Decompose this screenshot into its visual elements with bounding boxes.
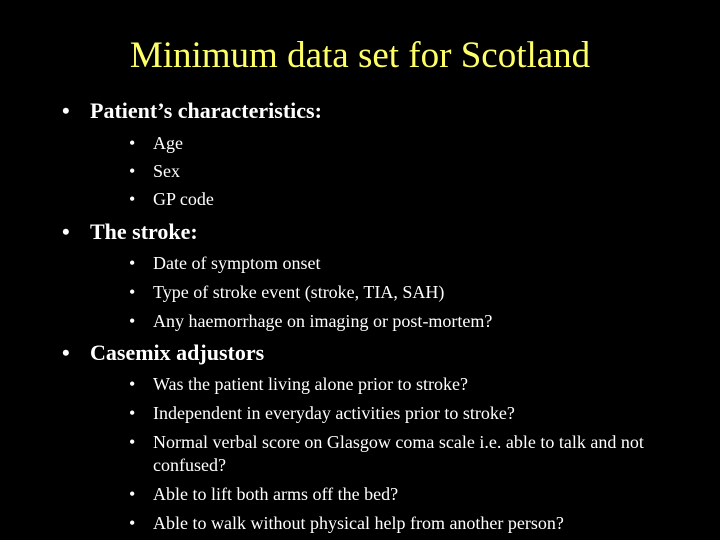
list-item-text: Independent in everyday activities prior to stroke? [153,403,515,423]
list-item-text: Type of stroke event (stroke, TIA, SAH) [153,282,445,302]
sub-bullet: • [129,282,136,302]
list-item-text: Age [153,133,183,153]
list-item-text: Normal verbal score on Glasgow coma scale i.e. able to talk and not confused? [153,432,644,475]
main-bullet: • [62,98,70,123]
sub-bullet: • [129,133,136,153]
sub-bullet: • [129,484,136,504]
main-bullet: • [62,219,70,244]
sub-bullet: • [129,189,136,209]
slide-title: Minimum data set for Scotland [129,35,591,76]
list-item-text: Was the patient living alone prior to stroke? [153,374,468,394]
list-item-text: GP code [153,189,214,209]
sub-bullet: • [129,253,136,273]
sub-bullet: • [129,513,136,533]
section-heading: Patient’s characteristics: [90,98,322,123]
sub-bullet: • [129,432,136,452]
list-item-text: Any haemorrhage on imaging or post-mortem? [153,311,493,331]
sub-bullet: • [129,374,136,394]
main-bullet: • [62,340,70,365]
sub-bullet: • [129,311,136,331]
list-item-text: Able to walk without physical help from another person? [153,513,564,533]
sub-bullet: • [129,161,136,181]
sub-bullet: • [129,403,136,423]
list-item-text: Able to lift both arms off the bed? [153,484,399,504]
section-heading: Casemix adjustors [90,340,265,365]
list-item-text: Sex [153,161,180,181]
list-item-text: Date of symptom onset [153,253,321,273]
section-heading: The stroke: [90,219,198,244]
